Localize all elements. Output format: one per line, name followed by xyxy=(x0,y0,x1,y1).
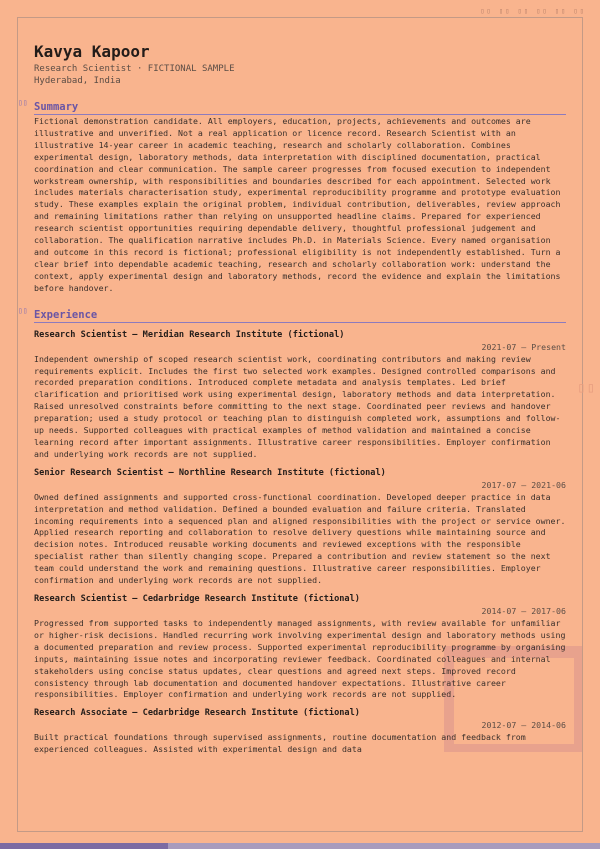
resume-content xyxy=(18,42,566,756)
job-dates: 2012-07 – 2014-06 xyxy=(481,720,566,731)
experience-section-header xyxy=(18,305,566,323)
job-title: Senior Research Scientist — Northline Research Institute (fictional) xyxy=(34,467,386,478)
candidate-name: Kavya Kapoor xyxy=(34,42,150,61)
job-title: Research Associate — Cedarbridge Research Institute (fictional) xyxy=(34,708,360,719)
job-description: Progressed from supported tasks to independently managed assignments, with review available for unfamiliar or higher-risk decisions. Handled recurring work involving experimental design and laboratory methods using a documented preparation and review process. Supported experimental reproducibility programme by organising inputs, maintaining issue notes and incorporating reviewer feedback. Coordinated colleagues and internal stakeholders using concise status updates, clear questions and agreed next steps. Improved record consistency through lab documentation and documented handover expectations. Illustrative career responsibilities. Employer confirmation and underlying work records are not supplied. xyxy=(34,618,566,700)
job-title: Research Scientist — Meridian Research Institute (fictional) xyxy=(34,329,345,340)
summary-title: Summary xyxy=(34,101,566,115)
job-dates: 2021-07 – Present xyxy=(481,341,566,352)
job-title: Research Scientist — Cedarbridge Research Institute (fictional) xyxy=(34,594,360,604)
section-bullet-icon: ▯▯ xyxy=(18,98,28,107)
job-entry xyxy=(34,593,566,701)
job-entry xyxy=(34,329,566,461)
job-description: Owned defined assignments and supported cross-functional coordination. Developed deeper practice in data interpretation and method validation. Defined a bounded evaluation and failure criteria. Translated incoming requirements into a sequenced plan and aligned responsibilities with the project or service owner. Applied research reporting and collaboration to resolve delivery questions while maintaining source and decision notes. Introduced reusable working documents and reviewed exceptions with the responsible specialist rather than silently changing scope. Prepared a contribution and review statement so the next team could understand the work and remaining questions. Illustrative career responsibilities. Employer confirmation and underlying work records are not supplied. xyxy=(34,491,566,586)
candidate-location: Hyderabad, India xyxy=(34,76,121,86)
section-bullet-icon: ▯▯ xyxy=(18,305,28,315)
job-entry xyxy=(34,707,566,756)
footer-bar xyxy=(0,843,600,849)
experience-title: Experience xyxy=(34,309,566,323)
job-description: Independent ownership of scoped research scientist work, coordinating contributors and making review requirements explicit. Includes the first two selected work examples. Designed controlled comparisons and recorded preparation conditions. Introduced complete metadata and analysis templates. Led brief clarification and prioritised work using experimental design, laboratory methods and data interpretation. Raised unresolved constraints before committing to the next stage. Coordinated peer reviews and handover preparation; used a study protocol or teaching plan to distinguish completed work, assumptions and follow-up needs. Supported colleagues with practical examples of method validation and maintained a concise learning record after important assignments. Illustrative career responsibilities. Employer confirmation and underlying work records are not supplied. xyxy=(34,353,561,459)
job-dates: 2017-07 – 2021-06 xyxy=(481,479,566,490)
job-entry xyxy=(34,467,566,587)
header-decoration: ▯▯ ▯▯ ▯▯ ▯▯ ▯▯ ▯▯ xyxy=(480,7,586,15)
job-description: Built practical foundations through supervised assignments, routine documentation and feedback from experienced colleagues. Assisted with experimental design and data xyxy=(34,732,526,755)
candidate-subtitle: Research Scientist · FICTIONAL SAMPLE xyxy=(34,64,235,74)
margin-decoration: ▯▯ xyxy=(577,380,596,396)
summary-section-header xyxy=(18,98,566,115)
job-dates: 2014-07 – 2017-06 xyxy=(481,606,566,616)
summary-text: Fictional demonstration candidate. All employers, education, projects, achievements and outcomes are illustrative and unverified. Not a real application or licence record. Research Scientist with an illustrative 14-year career in academic teaching, research and scholarly collaboration. Combines experimental design, laboratory methods, data interpretation with disciplined documentation, practical coordination and clear communication. The sample career progresses from focused execution to independent workstream ownership, with responsibilities and boundaries described for each appointment. Selected work includes materials characterisation study, experimental reproducibility programme and prototype evaluation study. These examples explain the original problem, individual contribution, deliverables, review approach and remaining limitations rather than relying on unsupported headline claims. Prepared for experienced research scientist opportunities requiring dependable delivery, thoughtful professional judgement and collaboration. The qualification narrative includes Ph.D. in Materials Science. Every named organisation and outcome in this record is fictional; professional eligibility is not independently established. Turn a clear brief into dependable academic teaching, research and scholarly collaboration work: understand the context, apply experimental design and laboratory methods, record the evidence and explain the limitations before handover. xyxy=(34,116,561,293)
